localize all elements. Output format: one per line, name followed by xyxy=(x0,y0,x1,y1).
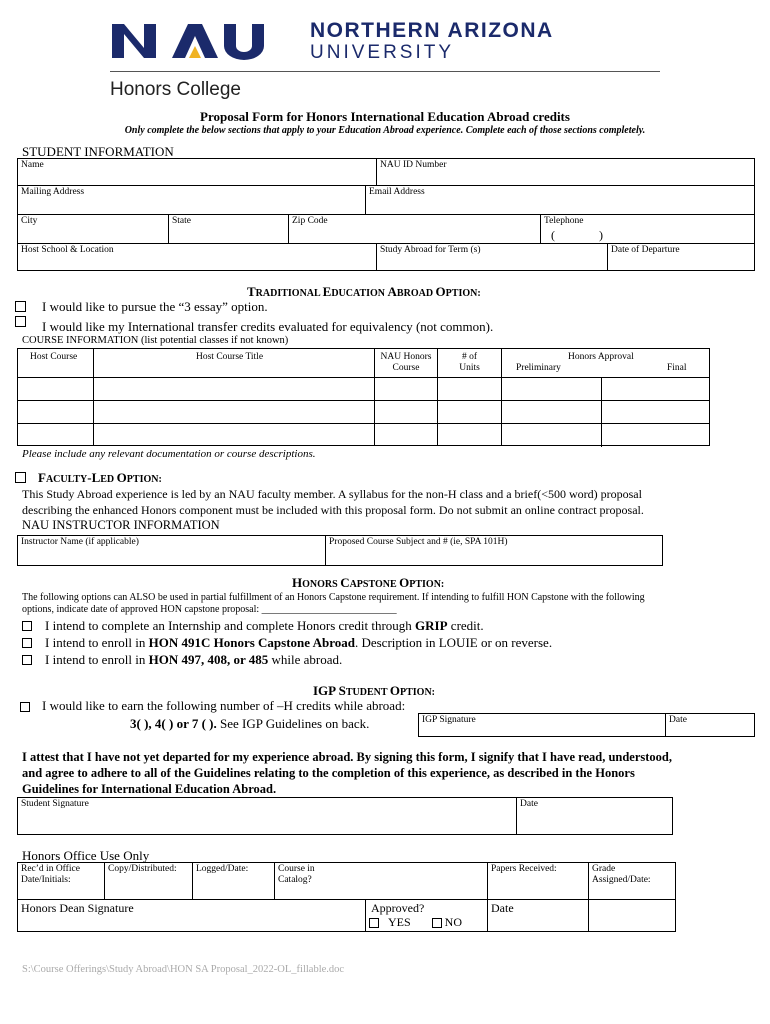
state-label: State xyxy=(172,216,191,226)
approved-no-label: NO xyxy=(444,915,463,929)
transfer-credit-checkbox[interactable] xyxy=(15,316,26,327)
email-field[interactable] xyxy=(365,185,755,215)
course-documentation-note: Please include any relevant documentation or course descriptions. xyxy=(22,448,316,460)
attestation-text: I attest that I have not yet departed for my experience abroad. By signing this form, I signify that I have read, understood, and agree to adhere to all of the Guidelines relating to the completion of this experience, as described in the Honors Guidelines for International Education Abroad. xyxy=(22,750,672,796)
college-name: Honors College xyxy=(110,79,241,100)
col-final: Final xyxy=(667,363,687,373)
igp-date-field[interactable] xyxy=(665,713,755,737)
course-in-catalog-field: Course in Catalog? xyxy=(274,862,488,900)
file-path-footer: S:\Course Offerings\Study Abroad\HON SA Proposal_2022-OL_fillable.doc xyxy=(22,964,345,975)
departure-date-label: Date of Departure xyxy=(611,245,680,255)
office-blank-field xyxy=(588,899,676,932)
igp-option-title: IGP STUDENT OPTION: xyxy=(313,683,435,698)
student-info-heading: STUDENT INFORMATION xyxy=(22,144,174,159)
igp-signature-label: IGP Signature xyxy=(422,715,476,725)
nau-logo-mark xyxy=(110,20,310,62)
student-signature-label: Student Signature xyxy=(21,799,89,809)
form-instructions: Only complete the below sections that apply to your Education Abroad experience. Complete each of those sections completely. xyxy=(124,125,646,136)
copy-distributed-field: Copy/Distributed: xyxy=(104,862,193,900)
approved-no-checkbox[interactable] xyxy=(432,918,442,928)
capstone-text-2: options, indicate date of approved HON capstone proposal: ___________________________ xyxy=(22,604,397,615)
student-date-field[interactable] xyxy=(516,797,673,835)
approved-yes-checkbox[interactable] xyxy=(369,918,379,928)
recd-in-office-field: Rec’d in Office Date/Initials: xyxy=(17,862,105,900)
student-date-label: Date xyxy=(520,799,538,809)
capstone-option-title: HONORS CAPSTONE OPTION: xyxy=(292,575,445,590)
telephone-field[interactable] xyxy=(540,214,755,244)
nau-id-label: NAU ID Number xyxy=(380,160,447,170)
igp-checkbox[interactable] xyxy=(20,702,30,712)
university-name-line1: NORTHERN ARIZONA xyxy=(310,19,554,42)
office-date-field: Date xyxy=(487,899,589,932)
igp-date-label: Date xyxy=(669,715,687,725)
name-field[interactable] xyxy=(17,158,377,186)
hon497-checkbox[interactable] xyxy=(22,655,32,665)
approval-field xyxy=(365,899,488,932)
instructor-info-heading: NAU INSTRUCTOR INFORMATION xyxy=(22,518,220,532)
state-field[interactable] xyxy=(168,214,289,244)
capstone-text-1: The following options can ALSO be used in partial fulfillment of an Honors Capstone requirement. If intending to fulfill HON Capstone with the following xyxy=(22,592,645,603)
course-info-heading: COURSE INFORMATION (list potential classes if not known) xyxy=(22,335,289,346)
col-nau-honors: NAU Honors Course xyxy=(380,352,432,373)
hon497-option-label: I intend to enroll in HON 497, 408, or 485 while abroad. xyxy=(45,652,343,667)
grip-option-label: I intend to complete an Internship and complete Honors credit through GRIP credit. xyxy=(45,618,484,633)
col-units: # of Units xyxy=(459,352,480,373)
mailing-address-label: Mailing Address xyxy=(21,187,85,197)
zip-label: Zip Code xyxy=(292,216,328,226)
approved-label: Approved? xyxy=(371,901,425,915)
mailing-address-field[interactable] xyxy=(17,185,366,215)
faculty-led-description-2: describing the enhanced Honors component must be included with this proposal form. Do not submit an online contract proposal. xyxy=(22,503,644,517)
approved-yes-label: YES xyxy=(388,915,411,929)
igp-option-label: I would like to earn the following number of –H credits while abroad: xyxy=(42,698,406,713)
proposed-course-field[interactable] xyxy=(325,535,663,566)
papers-received-field: Papers Received: xyxy=(487,862,589,900)
term-field[interactable] xyxy=(376,243,608,271)
hon491c-checkbox[interactable] xyxy=(22,638,32,648)
proposed-course-label: Proposed Course Subject and # (ie, SPA 101H) xyxy=(329,537,508,547)
col-preliminary: Preliminary xyxy=(516,363,561,373)
col-host-course: Host Course xyxy=(30,352,78,362)
grip-checkbox[interactable] xyxy=(22,621,32,631)
igp-credit-choice: 3( ), 4( ) or 7 ( ). See IGP Guidelines on back. xyxy=(130,716,370,731)
email-label: Email Address xyxy=(369,187,425,197)
col-honors-approval: Honors Approval xyxy=(568,352,634,362)
faculty-led-checkbox[interactable] xyxy=(15,472,26,483)
term-label: Study Abroad for Term (s) xyxy=(380,245,481,255)
faculty-led-title: FACULTY-LED OPTION: xyxy=(38,470,162,485)
phone-paren-open: ( xyxy=(551,228,555,242)
grade-assigned-field: Grade Assigned/Date: xyxy=(588,862,676,900)
form-title: Proposal Form for Honors International Education Abroad credits xyxy=(200,109,570,124)
instructor-name-label: Instructor Name (if applicable) xyxy=(21,537,139,547)
col-host-course-title: Host Course Title xyxy=(196,352,264,362)
departure-date-field[interactable] xyxy=(607,243,755,271)
student-signature-field[interactable] xyxy=(17,797,517,835)
dean-signature-field: Honors Dean Signature xyxy=(17,899,366,932)
essay-option-checkbox[interactable] xyxy=(15,301,26,312)
city-field[interactable] xyxy=(17,214,169,244)
nau-logo xyxy=(110,20,310,62)
course-table xyxy=(17,348,710,446)
university-name-line2: UNIVERSITY xyxy=(310,42,455,63)
office-use-heading: Honors Office Use Only xyxy=(22,848,150,863)
logged-date-field: Logged/Date: xyxy=(192,862,275,900)
zip-field[interactable] xyxy=(288,214,541,244)
essay-option-label: I would like to pursue the “3 essay” option. xyxy=(42,299,268,314)
host-school-label: Host School & Location xyxy=(21,245,114,255)
nau-id-field[interactable] xyxy=(376,158,755,186)
traditional-option-title: TRADITIONAL EDUCATION ABROAD OPTION: xyxy=(247,284,481,299)
faculty-led-description-1: This Study Abroad experience is led by an NAU faculty member. A syllabus for the non-H class and a brief(<500 word) proposal xyxy=(22,487,642,501)
city-label: City xyxy=(21,216,38,226)
phone-paren-close: ) xyxy=(599,228,603,242)
instructor-name-field[interactable] xyxy=(17,535,326,566)
transfer-credit-label: I would like my International transfer credits evaluated for equivalency (not common). xyxy=(42,319,494,334)
header-divider xyxy=(110,71,660,72)
hon491c-option-label: I intend to enroll in HON 491C Honors Capstone Abroad. Description in LOUIE or on reverse. xyxy=(45,635,553,650)
igp-signature-field[interactable] xyxy=(418,713,666,737)
name-label: Name xyxy=(21,160,44,170)
host-school-field[interactable] xyxy=(17,243,377,271)
telephone-label: Telephone xyxy=(544,216,584,226)
